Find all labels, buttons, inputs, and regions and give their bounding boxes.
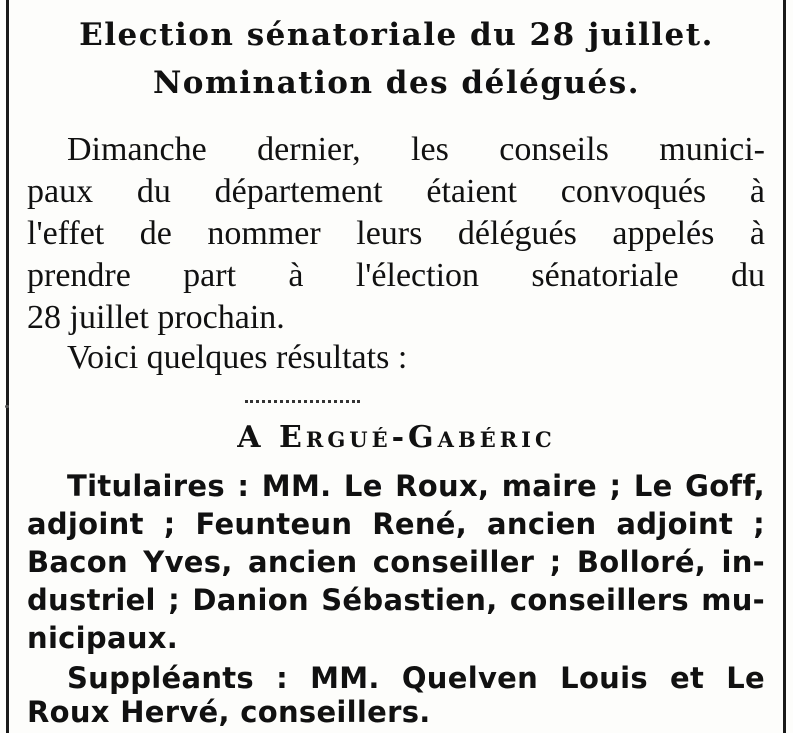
paragraph-2: Voici quelques résultats : — [67, 339, 408, 376]
headline-line-2: Nomination des délégués. — [152, 65, 641, 101]
titulaires-line-2: adjoint ; Feunteun René, ancien adjoint ; — [27, 507, 765, 541]
print-speck — [5, 405, 9, 408]
suppleants-line-1: Suppléants : MM. Quelven Louis et Le — [67, 661, 765, 695]
titulaires-line-4: dustriel ; Danion Sébastien, conseillers mu- — [27, 583, 765, 617]
titulaires-line-3: Bacon Yves, ancien conseiller ; Bolloré, in- — [27, 545, 765, 579]
suppleants-line-2: Roux Hervé, conseillers. — [27, 695, 431, 729]
column-rule-right — [783, 0, 786, 733]
paragraph-1-line-4: prendre part à l'élection sénatoriale du — [27, 257, 765, 294]
paragraph-1-line-2: paux du département étaient convoqués à — [27, 173, 765, 210]
headline-line-1: Election sénatoriale du 28 juillet. — [79, 17, 714, 53]
separator-dots — [245, 400, 360, 406]
paragraph-1-line-3: l'effet de nommer leurs délégués appelés à — [27, 215, 765, 252]
section-title: A Ergué-Gabéric — [237, 420, 556, 455]
titulaires-line-1: Titulaires : MM. Le Roux, maire ; Le Goff, — [67, 469, 765, 503]
column-rule-left — [6, 0, 9, 733]
paragraph-1-line-5: 28 juillet prochain. — [27, 299, 285, 336]
titulaires-line-5: nicipaux. — [27, 621, 179, 655]
paragraph-1-line-1: Dimanche dernier, les conseils munici- — [67, 131, 765, 168]
